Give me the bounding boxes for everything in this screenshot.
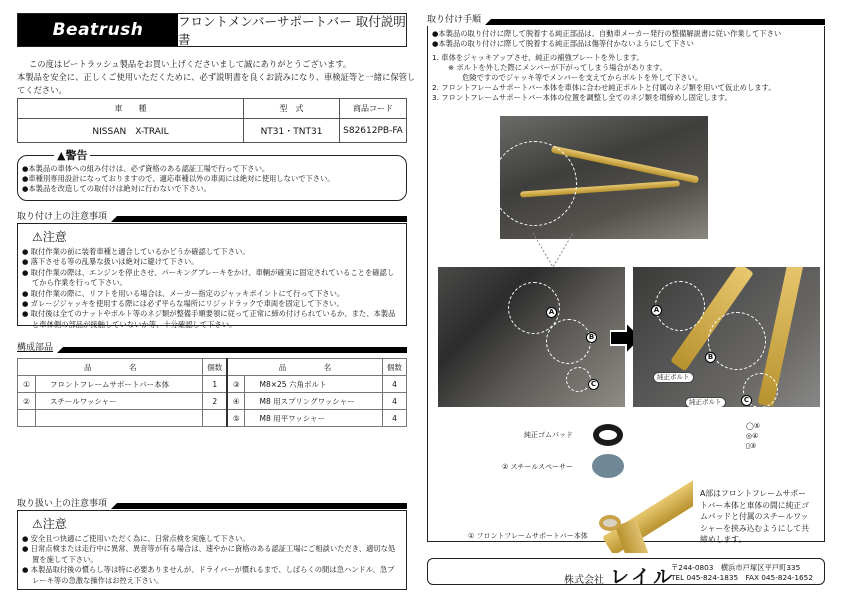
heading-bar [485,19,825,25]
table-header-row [18,99,407,119]
warning-item: ●車種別専用設計になっておりますので、適応車種以外の車両には絶対に使用しないで下さい。 [22,174,335,183]
oem-bolt-label: 純正ボルト [685,397,726,407]
marker-c: C [588,379,599,390]
section-label: 取り付け上の注意事項 [17,211,111,223]
spring-washer-label: ◎④ [746,432,759,440]
bar-body-label: ① フロントフレームサポートバー本体 [468,532,588,540]
caution-item: ● 安全且つ快適にご使用いただく為に、日常点検を実施して下さい。 [22,534,250,543]
marker-circle-c [566,367,591,392]
part-qty: 4 [383,376,407,393]
table-row [18,119,407,143]
marker-a: A [651,305,662,316]
caution-box [17,510,407,590]
intro-line-1: この度はビートラッシュ製品をお買い上げくださいまして誠にありがとうございます。 [29,59,352,69]
brand-logo: Beatrush [18,14,178,46]
part-qty: 4 [383,393,407,410]
marker-a: A [546,307,557,318]
install-caution-section [17,209,407,329]
step-1: 1. 車体をジャッキアップさせ、純正の補強プレートを外します。 [432,53,644,62]
section-heading [17,340,407,354]
marker-circle-b [708,312,766,370]
header-product-code: 商品コード [340,99,407,119]
step-3: 3. フロントフレームサポートバー本体の位置を調整し全てのネジ類を増締めし固定します。 [432,93,732,102]
heading-bar [57,347,407,353]
part-qty: 4 [383,410,407,427]
callout-arrow-icon [523,231,583,271]
part-qty: 1 [203,376,227,393]
section-label: 構成部品 [17,342,57,354]
section-label: 取り付け手順 [427,14,485,26]
bolt-label: ▯③ [746,442,757,450]
detail-callout-circle [500,141,577,226]
step-1-note: 危険ですのでジャッキ等でメンバーを支えてからボルトを外して下さい。 [462,73,703,82]
oem-bolt-label: 純正ボルト [653,372,694,383]
part-no: ③ [227,376,245,393]
rubber-pad-label: 純正ゴムパッド [524,431,573,439]
parts-table [17,358,407,427]
caution-item: ● ガレージジャッキを使用する際には必ず平らな場所にリジッドラックで車両を固定して下さい。 [22,299,344,309]
assembly-note: A部はフロントフレームサポートバー本体と車体の間に純正ゴムパッドと付属のスチールワッシャーを挟み込むようにして共締めします。 [700,489,809,544]
caution-item: ● 取付作業の前に装着車種と適合しているかどうか確認して下さい。 [22,247,250,256]
part-no: ① [18,376,36,393]
procedure-note: ●本製品の取り付けに際して脱着する純正部品は傷等付かないようにして下さい [432,39,694,48]
after-photo [633,267,820,407]
intro-text [17,58,417,97]
caution-list [22,534,400,586]
header-qty: 個数 [203,359,227,376]
part-qty: 2 [203,393,227,410]
part-name: M8 用スプリングワッシャー [245,393,383,410]
bar-body-graphic [593,471,693,553]
table-row [18,376,407,393]
part-name: フロントフレームサポートバー本体 [36,376,203,393]
vehicle-name: NISSAN X-TRAIL [18,119,244,143]
rubber-pad-graphic [593,424,623,446]
part-no: ② [18,393,36,410]
part-no: ④ [227,393,245,410]
table-row [18,410,407,427]
header-name: 品 名 [227,359,383,376]
intro-line-2: 本製品を安全に、正しくご使用いただくために、必ず説明書を良くお読みになり、車検証等と一緒に保管してください。 [17,72,416,95]
warning-item: ●本製品を改造しての取付けは絶対に行わないで下さい。 [22,184,211,193]
procedure-text [432,29,781,103]
caution-item: ● 取付作業の際に、リフトを用いる場合は、メーカー指定のジャッキポイントにて行って下さい。 [22,288,345,298]
company-footer [427,558,825,588]
document-title: フロントメンバーサポートバー 取付説明書 [178,14,406,47]
vehicle-table [17,98,407,143]
marker-c: C [741,395,752,406]
before-photo [438,267,625,407]
caution-item: ● 本製品取付後の慣らし等は特に必要ありませんが、ドライバーが慣れるまで、しばらくの間は急ハンドル、急ブレーキ等の急激な操作はお控え下さい。 [22,565,395,585]
steel-spacer-label: ② スチールスペーサー [502,463,574,471]
part-name [36,410,203,427]
company-address: 〒244-0803 横浜市戸塚区平戸町335 [671,563,801,572]
heading-bar [111,216,407,222]
header-qty: 個数 [383,359,407,376]
caution-item: ● 落下させる等の乱暴な扱いは絶対に避けて下さい。 [22,257,199,267]
part-name: スチールワッシャー [36,393,203,410]
caution-box [17,223,407,329]
company-phone-fax: TEL 045-824-1835 FAX 045-824-1652 [671,572,813,582]
caution-title: ⚠注意 [32,517,67,531]
procedure-note: ●本製品の取り付けに際して脱着する純正部品は、自動車メーカー発行の整備解説書に従い作業して下さい [432,29,782,38]
marker-b: B [586,332,597,343]
hardware-stack [746,421,760,451]
parts-section-heading [17,340,407,354]
table-header-row [18,359,407,376]
part-qty [203,410,227,427]
section-heading [17,496,407,510]
marker-circle-a [655,281,705,331]
section-label: 取り扱い上の注意事項 [17,498,111,510]
warning-title: ▲警告 [54,147,90,163]
flat-washer-label: ◯⑤ [746,422,761,430]
caution-item: ● 日常点検または走行中に異常、異音等が有る場合は、速やかに資格のある認証工場にご相談いただき、適切な処置を施して下さい。 [22,544,396,564]
caution-item: ● 取付後は全てのナットやボルト等のネジ類が整備手順要領に従って正常に締め付けられているか、また、本製品と車体側の部品が接触していないか等、十分確認して下さい。 [22,309,396,329]
header-vehicle: 車 種 [18,99,244,119]
step-1-note: ※ ボルトを外した際にメンバーが下がってしまう場合があります。 [448,63,667,72]
step-2: 2. フロントフレームサポートバー本体を車体に合わせ純正ボルトと付属のネジ類を用いて仮止めします。 [432,83,776,92]
warning-item: ●本製品の車体への組み付けは、必ず資格のある認証工場で行って下さい。 [22,164,270,173]
procedure-box [427,26,825,542]
product-code: S82612PB-FA [340,119,407,143]
caution-list [22,247,400,330]
company-title: レイル [610,566,676,588]
caution-title: ⚠注意 [32,230,67,244]
part-name: M8×25 六角ボルト [245,376,383,393]
company-prefix: 株式会社 [564,575,604,586]
marker-circle-b [546,319,591,364]
handling-caution-section [17,496,407,590]
section-heading [17,209,407,223]
table-row [18,393,407,410]
company-name [564,562,675,589]
marker-b: B [705,352,716,363]
warning-list [22,164,335,194]
overview-photo [500,116,708,239]
installation-procedure [427,12,825,542]
caution-item: ● 取付作業の際は、エンジンを停止させ、パーキングブレーキをかけ、車輌が確実に固定されていることを確認してから作業を行って下さい。 [22,267,395,288]
vehicle-model: NT31・TNT31 [244,119,340,143]
part-no: ⑤ [227,410,245,427]
header-model: 型 式 [244,99,340,119]
warning-box [17,149,407,201]
document-header [17,13,407,47]
header-name: 品 名 [18,359,203,376]
company-contact [671,563,813,582]
part-name: M8 用平ワッシャー [245,410,383,427]
heading-bar [111,503,407,509]
section-heading [427,12,825,26]
part-no [18,410,36,427]
